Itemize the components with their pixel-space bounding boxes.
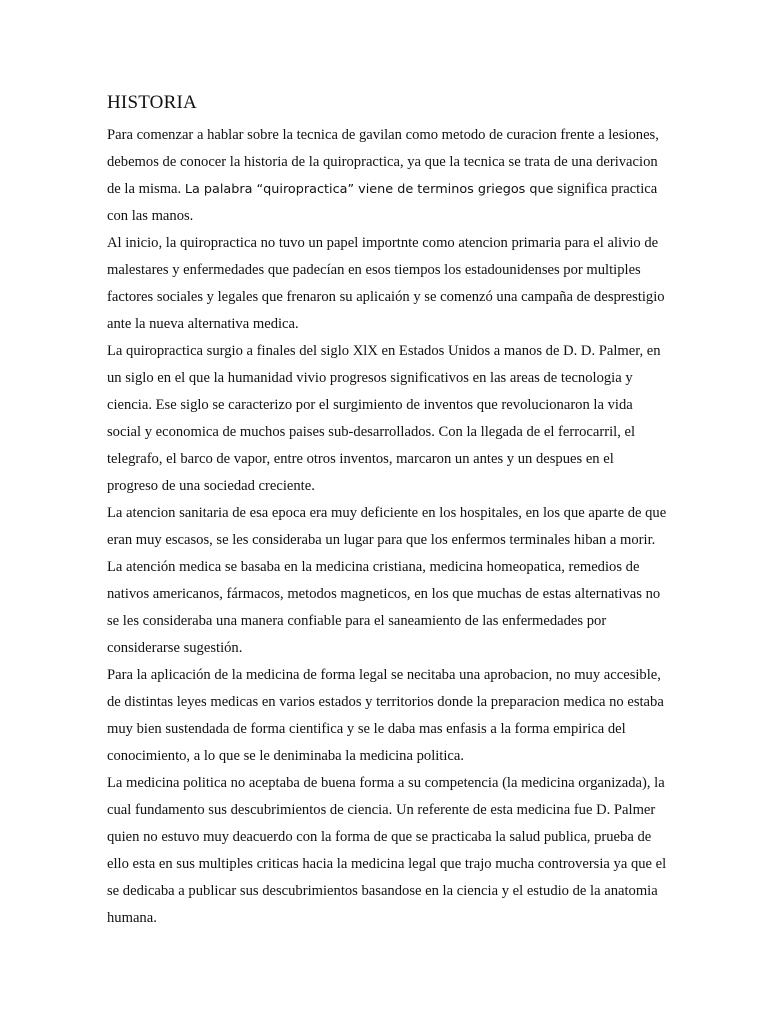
- document-body: [107, 92, 667, 932]
- paragraph-6: La medicina politica no aceptaba de buena forma a su competencia (la medicina organizada), la cual fundamento sus descubrimientos de ciencia. Un referente de esta medicina fue D. Palmer quien no estuvo muy deacuerdo con la forma de que se practicaba la salud publica, prueba de ello esta en sus multiples criticas hacia la medicina legal que trajo mucha controversia ya que el se dedicaba a publicar sus descubrimientos basandose en la ciencia y el estudio de la anatomia humana.: [107, 775, 667, 926]
- paragraph-1-text-b: La palabra “quiropractica” viene de terminos griegos que: [184, 182, 554, 197]
- paragraph-1-text-c: significa practica con las manos.: [107, 181, 658, 224]
- paragraph-1: [107, 122, 667, 230]
- paragraph-2: Al inicio, la quiropractica no tuvo un papel importnte como atencion primaria para el alivio de malestares y enfermedades que padecían en esos tiempos los estadounidenses por multiples factores sociales y legales que frenaron su aplicaión y se comenzó una campaña de desprestigio ante la nueva alternativa medica.: [107, 235, 665, 332]
- paragraph-4: La atencion sanitaria de esa epoca era muy deficiente en los hospitales, en los que aparte de que eran muy escasos, se les consideraba un lugar para que los enfermos terminales hiban a morir. La atención medica se basaba en la medicina cristiana, medicina homeopatica, remedios de nativos americanos, fármacos, metodos magneticos, en los que muchas de estas alternativas no se les consideraba una manera confiable para el saneamiento de las enfermedades por considerarse sugestión.: [107, 505, 667, 656]
- paragraph-5: Para la aplicación de la medicina de forma legal se necitaba una aprobacion, no muy accesible, de distintas leyes medicas en varios estados y territorios donde la preparacion medica no estaba muy bien sustendada de forma cientifica y se le daba mas enfasis a la forma empirica del conocimiento, a lo que se le deniminaba la medicina politica.: [107, 667, 664, 764]
- paragraph-3: La quiropractica surgio a finales del siglo XlX en Estados Unidos a manos de D. D. Palmer, en un siglo en el que la humanidad vivio progresos significativos en las areas de tecnologia y ciencia. Ese siglo se caracterizo por el surgimiento de inventos que revolucionaron la vida social y economica de muchos paises sub-desarrollados. Con la llegada de el ferrocarril, el telegrafo, el barco de vapor, entre otros inventos, marcaron un antes y un despues en el progreso de una sociedad creciente.: [107, 343, 661, 494]
- document-title: HISTORIA: [107, 92, 197, 113]
- paragraph-1-text-a: Para comenzar a hablar sobre la tecnica de gavilan como metodo de curacion frente a lesiones, debemos de conocer la historia de la quiropractica, ya que la tecnica se trata de una derivacion de la misma.: [107, 127, 659, 197]
